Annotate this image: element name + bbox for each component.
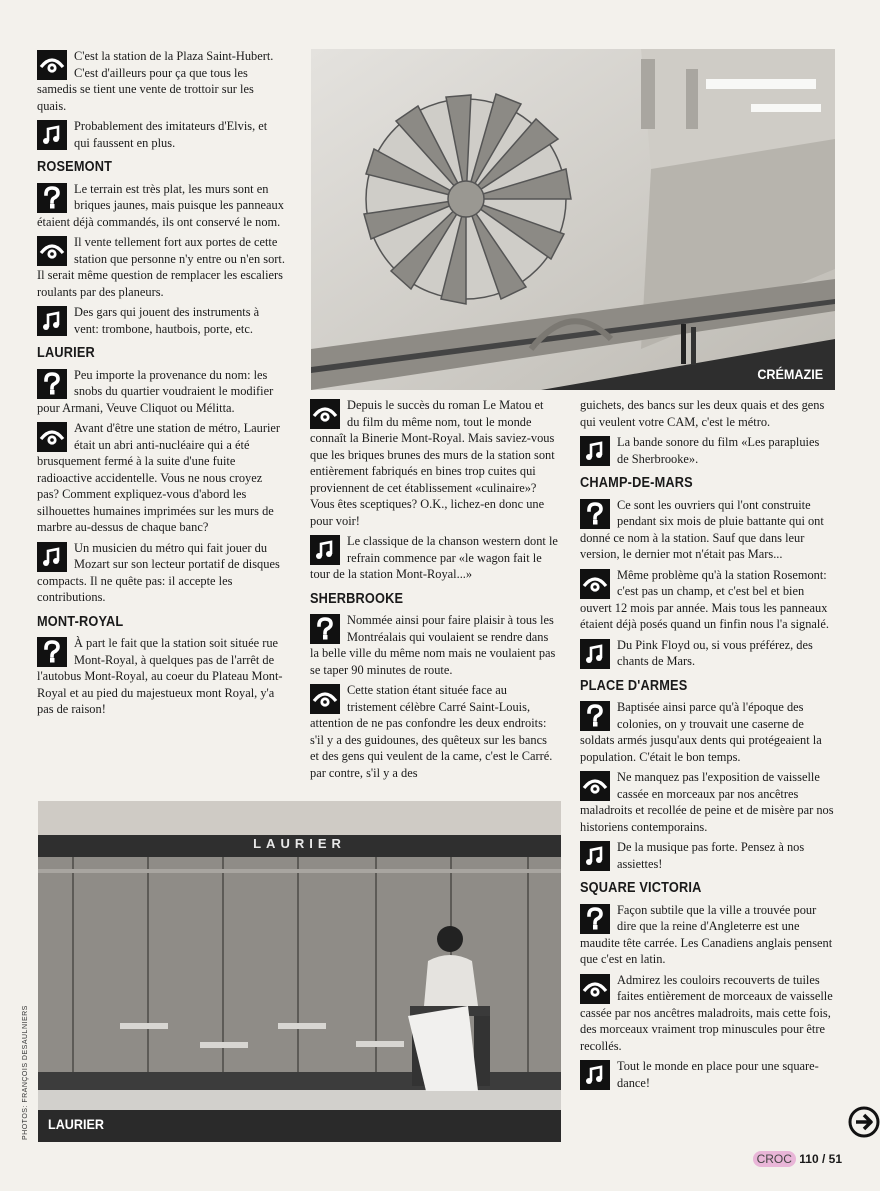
question-mark-icon (37, 637, 67, 667)
music-note-icon (580, 1060, 610, 1090)
entry-music (580, 434, 834, 467)
entry-text: Du Pink Floyd ou, si vous préférez, des chants de Mars. (617, 637, 813, 668)
music-note-icon (37, 306, 67, 336)
entry-music (37, 118, 285, 151)
photo-credit (22, 1000, 38, 1140)
laurier-photo-image (38, 801, 561, 1142)
question-mark-icon (37, 183, 67, 213)
entry-text: Il vente tellement fort aux portes de cette station que personne n'y entre ou n'en sort. Il serait même question de remplacer les escaliers roulants par des planeurs. (37, 235, 285, 299)
entry-question (580, 902, 834, 968)
entry-text: Probablement des imitateurs d'Elvis, et qui faussent en plus. (74, 119, 268, 150)
entry-text: Nommée ainsi pour faire plaisir à tous les Montréalais qui voulaient se rendre dans la belle ville du même nom mais ne voulaient pas se taper 90 minutes de route. (310, 613, 556, 677)
column-2 (310, 397, 558, 785)
entry-eye (310, 397, 558, 529)
entry-eye (37, 234, 285, 300)
eye-icon (310, 399, 340, 429)
station-heading: MONT-ROYAL (37, 613, 124, 630)
eye-icon (37, 236, 67, 266)
entry-music (310, 533, 558, 583)
entry-question (37, 635, 285, 718)
entry-music (580, 839, 834, 872)
entry-text: À part le fait que la station soit située rue Mont-Royal, à quelques pas de l'arrêt de l'autobus Mont-Royal, au coeur du Plateau Mont-Royal et au pied du majestueux mont Royal, y'a pas de raison! (37, 636, 283, 716)
entry-text: De la musique pas forte. Pensez à nos assiettes! (617, 840, 805, 871)
magazine-name: CROC (753, 1151, 796, 1167)
music-note-icon (580, 436, 610, 466)
entry-eye (580, 567, 834, 633)
cremazie-caption: CRÉMAZIE (757, 366, 823, 382)
entry-eye (37, 48, 285, 114)
entry-music (37, 540, 285, 606)
eye-icon (310, 684, 340, 714)
eye-icon (580, 569, 610, 599)
entry-music (580, 1058, 834, 1091)
entry-eye (37, 420, 285, 536)
entry-text: Depuis le succès du roman Le Matou et du film du même nom, tout le monde connaît la Binerie Mont-Royal. Mais saviez-vous que les briques brunes des murs de la station sont entièrement fabriqués en bines trop cuites qui proviennent de cet établissement «culinaire»? Vous êtes sceptiques? O.K., lichez-en donc une pour voir! (310, 398, 555, 528)
laurier-sign: LAURIER (253, 836, 346, 851)
entry-text: Le classique de la chanson western dont le refrain commence par «le wagon fait le tour de la station Mont-Royal...» (310, 534, 558, 581)
question-mark-icon (310, 614, 340, 644)
cremazie-photo (311, 49, 835, 390)
entry-text: La bande sonore du film «Les parapluies de Sherbrooke». (617, 435, 820, 466)
eye-icon (580, 974, 610, 1004)
music-note-icon (580, 841, 610, 871)
column-3 (580, 397, 834, 1095)
music-note-icon (580, 639, 610, 669)
music-note-icon (310, 535, 340, 565)
question-mark-icon (580, 904, 610, 934)
page-folio (753, 1152, 842, 1166)
music-note-icon (37, 542, 67, 572)
entry-text: Tout le monde en place pour une square-dance! (617, 1059, 819, 1090)
station-heading: ROSEMONT (37, 159, 113, 175)
entry-text: Baptisée ainsi parce qu'à l'époque des colonies, on y trouvait une caserne de soldats armés jusqu'aux dents qui protégeaient la population. C'était le bon temps. (580, 700, 822, 764)
continued-text: guichets, des bancs sur les deux quais et des gens qui veulent votre CAM, c'est le métro. (580, 398, 825, 429)
photo-credit-text: PHOTOS: FRANÇOIS DESAULNIERS (22, 1005, 29, 1140)
station-heading: SQUARE VICTORIA (580, 880, 702, 896)
station-heading: SHERBROOKE (310, 590, 404, 607)
entry-question (37, 367, 285, 417)
laurier-photo (38, 801, 561, 1142)
question-mark-icon (580, 701, 610, 731)
music-note-icon (37, 120, 67, 150)
entry-text: Avant d'être une station de métro, Laurier était un abri anti-nucléaire qui a été brusquement fermé à la suite d'une fuite radioactive accidentelle. Vous ne nous croyez pas? Comment expliquez-vous d'abord les silhouettes humaines imprimées sur les murs de marbre au-dessus de chaque banc? (37, 421, 281, 534)
entry-text: C'est la station de la Plaza Saint-Hubert. C'est d'ailleurs pour ça que tous les samedis se tient une vente de trottoir sur les quais. (37, 49, 274, 113)
column-1 (37, 48, 285, 722)
cremazie-photo-image (311, 49, 835, 390)
entry-question (37, 181, 285, 231)
entry-text: Ce sont les ouvriers qui l'ont construite pendant six mois de pluie battante qui ont donné ce nom à la station. Sauf que dans leur version, le dernier mot n'était pas Mars... (580, 497, 824, 561)
eye-icon (580, 771, 610, 801)
laurier-caption: LAURIER (48, 1116, 105, 1132)
entry-text: Façon subtile que la ville a trouvée pour dire que la reine d'Angleterre est une maudite tête carrée. Les Canadiens anglais pensent que c'est en latin. (580, 902, 833, 966)
entry-eye (580, 972, 834, 1055)
station-heading: PLACE D'ARMES (580, 677, 688, 694)
station-heading: CHAMP-DE-MARS (580, 475, 693, 491)
entry-eye (310, 682, 558, 781)
entry-text: Des gars qui jouent des instruments à vent: trombone, hautbois, porte, etc. (74, 305, 260, 336)
entry-eye (580, 769, 834, 835)
entry-question (310, 612, 558, 678)
eye-icon (37, 422, 67, 452)
next-page-arrow-icon[interactable] (848, 1106, 880, 1138)
entry-text: Le terrain est très plat, les murs sont en briques jaunes, mais puisque les panneaux étaient déjà commandés, ils ont conservé le nom. (37, 181, 284, 229)
entry-text: Un musicien du métro qui fait jouer du Mozart sur son lecteur portatif de disques compacts. Il ne quête pas: il accepte les contributions. (37, 540, 280, 604)
entry-music (37, 304, 285, 337)
entry-text: Cette station étant située face au tristement célèbre Carré Saint-Louis, attention de ne pas confondre les deux endroits: s'il y a des guidounes, des quêteux sur les bancs et des gens qui veulent de la came, c'est le Carré. par contre, s'il y a des (310, 683, 553, 780)
entry-question (580, 699, 834, 765)
station-heading: LAURIER (37, 345, 95, 361)
entry-text: Ne manquez pas l'exposition de vaisselle cassée en morceaux par nos ancêtres maladroits et recollée de peine et de misère par nos historiens contemporains. (580, 770, 834, 834)
entry-music (580, 637, 834, 670)
eye-icon (37, 50, 67, 80)
entry-text: Même problème qu'à la station Rosemont: c'est pas un champ, et c'est bel et bien ouvert 12 mois par année. Mais tous les panneaux étaient déjà posés quand un finfin nous l'a signalé. (580, 567, 829, 631)
page-number: 110 / 51 (799, 1152, 842, 1166)
question-mark-icon (580, 499, 610, 529)
entry-question (580, 497, 834, 563)
entry-text: Admirez les couloirs recouverts de tuiles faites entièrement de morceaux de vaisselle cassée par nos ancêtres maladroits, mais cette fois, des morceaux vraiment trop minuscules pour être recollés. (580, 972, 833, 1053)
question-mark-icon (37, 369, 67, 399)
entry-text: Peu importe la provenance du nom: les snobs du quartier voudraient le modifier pour Armani, Veuve Cliquot ou Mélitta. (37, 367, 274, 415)
